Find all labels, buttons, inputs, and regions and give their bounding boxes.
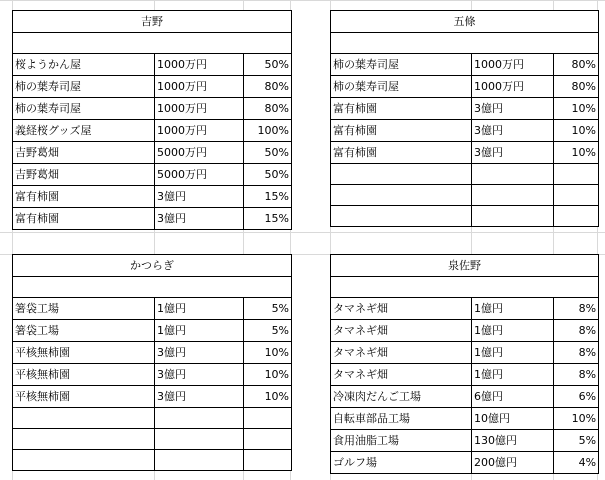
cost-cell[interactable]: 1000万円 <box>155 98 244 120</box>
name-cell[interactable]: 桜ようかん屋 <box>13 54 155 76</box>
table-title[interactable]: 吉野 <box>13 11 292 33</box>
blank-cell[interactable] <box>331 277 599 298</box>
table-row <box>13 186 292 208</box>
percent-cell[interactable] <box>554 206 599 227</box>
table-row <box>331 185 599 206</box>
table-row <box>331 408 599 430</box>
name-cell[interactable]: 箸袋工場 <box>13 320 155 342</box>
table-row <box>13 98 292 120</box>
percent-cell[interactable] <box>554 164 599 185</box>
percent-cell[interactable]: 10% <box>244 364 292 386</box>
name-cell[interactable]: 箸袋工場 <box>13 298 155 320</box>
percent-cell[interactable]: 15% <box>244 186 292 208</box>
table-row <box>331 98 599 120</box>
percent-cell[interactable]: 50% <box>244 142 292 164</box>
percent-cell[interactable]: 80% <box>554 54 599 76</box>
percent-cell[interactable]: 15% <box>244 208 292 230</box>
name-cell[interactable]: ゴルフ場 <box>331 452 472 474</box>
cost-cell[interactable]: 5000万円 <box>155 142 244 164</box>
blank-cell[interactable] <box>13 277 292 298</box>
percent-cell[interactable]: 50% <box>244 164 292 186</box>
percent-cell[interactable]: 5% <box>244 320 292 342</box>
table-row <box>13 120 292 142</box>
name-cell[interactable]: 吉野葛畑 <box>13 142 155 164</box>
cost-cell[interactable]: 3億円 <box>155 386 244 408</box>
name-cell[interactable]: 平核無柿園 <box>13 342 155 364</box>
table-row <box>13 429 292 450</box>
cost-cell[interactable]: 1億円 <box>472 298 554 320</box>
table-row <box>331 76 599 98</box>
name-cell[interactable] <box>13 408 155 429</box>
name-cell[interactable]: 吉野葛畑 <box>13 164 155 186</box>
table-gojo <box>330 10 599 227</box>
cost-cell[interactable]: 130億円 <box>472 430 554 452</box>
table-row <box>13 320 292 342</box>
table-row <box>331 386 599 408</box>
percent-cell[interactable]: 50% <box>244 54 292 76</box>
name-cell[interactable]: 平核無柿園 <box>13 386 155 408</box>
name-cell[interactable]: タマネギ畑 <box>331 320 472 342</box>
table-row <box>331 320 599 342</box>
percent-cell[interactable] <box>244 450 292 471</box>
cost-cell[interactable]: 1億円 <box>155 298 244 320</box>
cost-cell[interactable] <box>155 429 244 450</box>
table-title[interactable]: 泉佐野 <box>331 255 599 277</box>
cost-cell[interactable] <box>472 164 554 185</box>
table-row <box>13 298 292 320</box>
name-cell[interactable] <box>331 206 472 227</box>
table-row <box>331 452 599 474</box>
blank-cell[interactable] <box>13 33 292 54</box>
percent-cell[interactable]: 10% <box>554 98 599 120</box>
name-cell[interactable]: 自転車部品工場 <box>331 408 472 430</box>
cost-cell[interactable]: 1億円 <box>155 320 244 342</box>
table-row <box>13 208 292 230</box>
table-row <box>331 430 599 452</box>
table-row <box>13 364 292 386</box>
cost-cell[interactable]: 3億円 <box>155 342 244 364</box>
table-title[interactable]: かつらぎ <box>13 255 292 277</box>
name-cell[interactable]: 富有柿園 <box>331 98 472 120</box>
percent-cell[interactable]: 10% <box>244 342 292 364</box>
table-title[interactable]: 五條 <box>331 11 599 33</box>
percent-cell[interactable]: 8% <box>554 342 599 364</box>
percent-cell[interactable]: 100% <box>244 120 292 142</box>
percent-cell[interactable]: 8% <box>554 320 599 342</box>
table-row <box>331 120 599 142</box>
name-cell[interactable]: 柿の葉寿司屋 <box>331 76 472 98</box>
blank-cell[interactable] <box>331 33 599 54</box>
percent-cell[interactable]: 10% <box>554 142 599 164</box>
name-cell[interactable]: タマネギ畑 <box>331 364 472 386</box>
percent-cell[interactable]: 80% <box>244 76 292 98</box>
name-cell[interactable]: 柿の葉寿司屋 <box>13 76 155 98</box>
grid-row-line <box>0 232 605 233</box>
cost-cell[interactable]: 1000万円 <box>155 120 244 142</box>
table-row <box>331 164 599 185</box>
cost-cell[interactable]: 1億円 <box>472 342 554 364</box>
name-cell[interactable] <box>331 164 472 185</box>
percent-cell[interactable]: 8% <box>554 364 599 386</box>
name-cell[interactable] <box>13 450 155 471</box>
cost-cell[interactable]: 200億円 <box>472 452 554 474</box>
name-cell[interactable]: 食用油脂工場 <box>331 430 472 452</box>
percent-cell[interactable]: 5% <box>244 298 292 320</box>
table-row <box>331 54 599 76</box>
percent-cell[interactable]: 10% <box>244 386 292 408</box>
table-row <box>13 76 292 98</box>
cost-cell[interactable]: 1000万円 <box>155 76 244 98</box>
grid-row-line <box>0 0 605 1</box>
cost-cell[interactable] <box>155 450 244 471</box>
cost-cell[interactable]: 3億円 <box>155 208 244 230</box>
cost-cell[interactable]: 3億円 <box>155 364 244 386</box>
percent-cell[interactable]: 80% <box>244 98 292 120</box>
name-cell[interactable]: 富有柿園 <box>331 120 472 142</box>
name-cell[interactable]: タマネギ畑 <box>331 298 472 320</box>
table-row <box>331 364 599 386</box>
cost-cell[interactable]: 1億円 <box>472 364 554 386</box>
name-cell[interactable]: 富有柿園 <box>13 208 155 230</box>
name-cell[interactable]: 義経桜グッズ屋 <box>13 120 155 142</box>
name-cell[interactable] <box>331 185 472 206</box>
table-katsuragi <box>12 254 292 471</box>
cost-cell[interactable]: 10億円 <box>472 408 554 430</box>
cost-cell[interactable] <box>472 206 554 227</box>
cost-cell[interactable]: 1000万円 <box>155 54 244 76</box>
percent-cell[interactable]: 4% <box>554 452 599 474</box>
table-row <box>331 142 599 164</box>
table-row <box>13 142 292 164</box>
cost-cell[interactable]: 1億円 <box>472 320 554 342</box>
percent-cell[interactable]: 6% <box>554 386 599 408</box>
name-cell[interactable]: タマネギ畑 <box>331 342 472 364</box>
cost-cell[interactable]: 1000万円 <box>472 54 554 76</box>
name-cell[interactable]: 柿の葉寿司屋 <box>13 98 155 120</box>
percent-cell[interactable] <box>244 408 292 429</box>
cost-cell[interactable]: 3億円 <box>472 98 554 120</box>
cost-cell[interactable] <box>155 408 244 429</box>
table-row <box>13 408 292 429</box>
name-cell[interactable]: 柿の葉寿司屋 <box>331 54 472 76</box>
cost-cell[interactable]: 3億円 <box>155 186 244 208</box>
name-cell[interactable]: 冷凍肉だんご工場 <box>331 386 472 408</box>
percent-cell[interactable] <box>554 185 599 206</box>
percent-cell[interactable]: 10% <box>554 408 599 430</box>
cost-cell[interactable]: 3億円 <box>472 142 554 164</box>
cost-cell[interactable]: 1000万円 <box>472 76 554 98</box>
percent-cell[interactable]: 10% <box>554 120 599 142</box>
table-row <box>13 386 292 408</box>
table-row <box>13 54 292 76</box>
cost-cell[interactable]: 5000万円 <box>155 164 244 186</box>
table-row <box>13 342 292 364</box>
table-yoshino <box>12 10 292 230</box>
cost-cell[interactable]: 6億円 <box>472 386 554 408</box>
name-cell[interactable] <box>13 429 155 450</box>
cost-cell[interactable] <box>472 185 554 206</box>
percent-cell[interactable]: 5% <box>554 430 599 452</box>
name-cell[interactable]: 富有柿園 <box>331 142 472 164</box>
percent-cell[interactable]: 80% <box>554 76 599 98</box>
percent-cell[interactable]: 8% <box>554 298 599 320</box>
table-row <box>13 450 292 471</box>
table-row <box>13 164 292 186</box>
cost-cell[interactable]: 3億円 <box>472 120 554 142</box>
name-cell[interactable]: 平核無柿園 <box>13 364 155 386</box>
name-cell[interactable]: 富有柿園 <box>13 186 155 208</box>
table-row <box>331 206 599 227</box>
table-izumisano <box>330 254 599 474</box>
percent-cell[interactable] <box>244 429 292 450</box>
table-row <box>331 342 599 364</box>
table-row <box>331 298 599 320</box>
